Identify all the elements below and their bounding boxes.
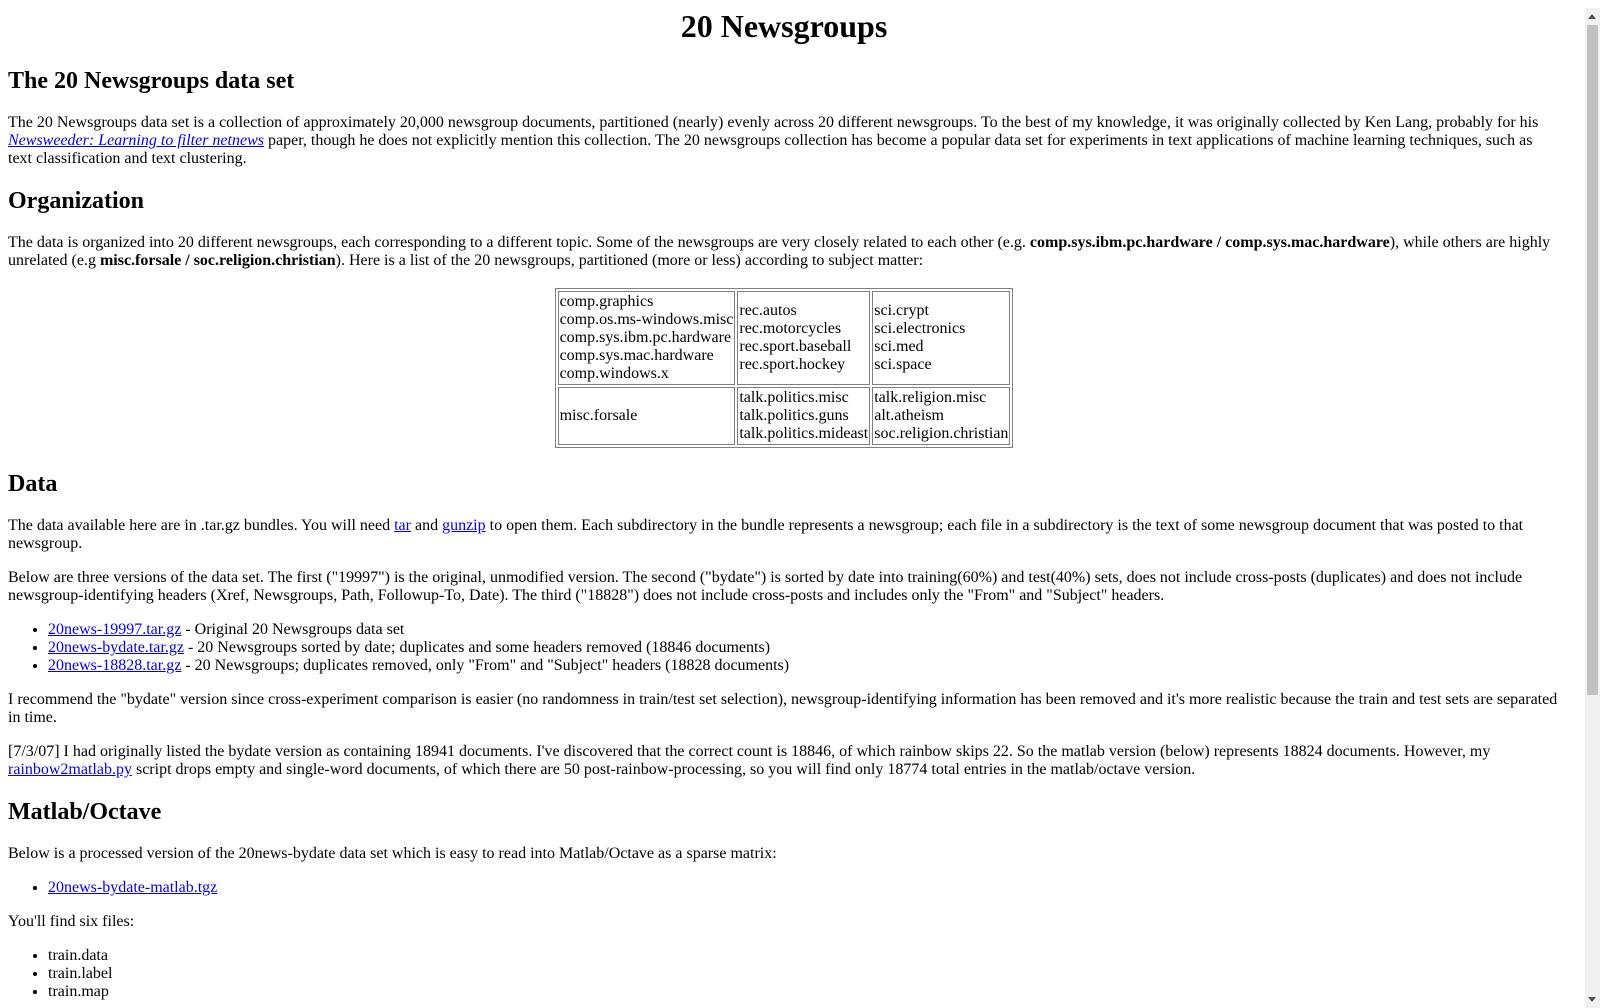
newsgroup-name: comp.sys.ibm.pc.hardware: [559, 329, 732, 346]
newsgroup-name: sci.space: [874, 356, 932, 373]
newsgroup-name: rec.sport.baseball: [739, 338, 852, 355]
list-item: • train.map: [48, 983, 1560, 1001]
rainbow2matlab-link[interactable]: rainbow2matlab.py: [8, 761, 132, 778]
newsgroup-name: soc.religion.christian: [874, 425, 1009, 442]
dataset-intro-paragraph: The 20 Newsgroups data set is a collection of approximately 20,000 newsgroup documents, partitioned (nearly) evenly across 20 different newsgroups. To the best of my knowledge, it was originally collected by Ken Lang, probably for his Newsweeder: Learning to filter netnews paper, though he does not explicitly mention this collection. The 20 newsgroups collection has become a popular data set for experiments in text applications of machine learning techniques, such as text classification and text clustering.: [8, 114, 1539, 167]
newsgroup-name: comp.os.ms-windows.misc: [559, 311, 734, 328]
newsgroup-name: talk.politics.guns: [739, 407, 849, 424]
data-paragraph-recommendation: I recommend the "bydate" version since cross-experiment comparison is easier (no randomness in train/test set selection), newsgroup-identifying information has been removed and it's more realistic because the train and test sets are separated in time.: [8, 691, 1558, 726]
tar-link[interactable]: tar: [394, 517, 411, 534]
matlab-paragraph: Below is a processed version of the 20news-bydate data set which is easy to read into Matlab/Octave as a sparse matrix:: [8, 845, 777, 862]
table-cell-sci: [872, 291, 1010, 385]
data-paragraph-update: [7/3/07] I had originally listed the bydate version as containing 18941 documents. I've discovered that the correct count is 18846, of which rainbow skips 22. So the matlab version (below) represents 18824 documents. However, my rainbow2matlab.py script drops empty and single-word documents, of which there are 50 post-rainbow-processing, so you will find only 18774 total entries in the matlab/octave version.: [8, 743, 1491, 778]
page-title: 20 Newsgroups: [680, 8, 888, 44]
table-row: [558, 291, 1011, 385]
section-heading-dataset: The 20 Newsgroups data set: [8, 68, 295, 94]
list-item: • 20news-19997.tar.gz - Original 20 Newsgroups data set: [48, 621, 1560, 639]
list-item: • 20news-bydate.tar.gz - 20 Newsgroups sorted by date; duplicates and some headers removed (18846 documents): [48, 639, 1560, 657]
table-cell-comp: [558, 291, 736, 385]
table-row: [558, 387, 1011, 445]
newsgroups-table: [555, 288, 1014, 448]
newsgroup-name: sci.electronics: [874, 320, 966, 337]
newsgroup-name: sci.crypt: [874, 302, 929, 319]
newsweeder-paper-link[interactable]: Newsweeder: Learning to filter netnews: [8, 132, 264, 149]
vertical-scrollbar[interactable]: [1585, 8, 1600, 1008]
list-item: • train.label: [48, 965, 1560, 983]
matlab-download-list: [8, 879, 1560, 897]
newsgroup-name: sci.med: [874, 338, 924, 355]
files-intro: You'll find six files:: [8, 913, 135, 930]
newsgroup-name: comp.sys.mac.hardware: [559, 347, 714, 364]
downloads-list: [8, 621, 1560, 675]
files-list: [8, 947, 1560, 1001]
list-item: • train.data: [48, 947, 1560, 965]
organization-paragraph: The data is organized into 20 different newsgroups, each corresponding to a different topic. Some of the newsgroups are very closely related to each other (e.g. comp.sys.ibm.pc.hardware / comp.sys.mac.hardware), while others are highly unrelated (e.g misc.forsale / soc.religion.christian). Here is a list of the 20 newsgroups, partitioned (more or less) according to subject matter:: [8, 234, 1551, 269]
newsgroup-name: comp.windows.x: [559, 365, 669, 382]
newsgroup-name: talk.politics.mideast: [739, 425, 869, 442]
list-item: • 20news-18828.tar.gz - 20 Newsgroups; duplicates removed, only "From" and "Subject" headers (18828 documents): [48, 657, 1560, 675]
scrollbar-thumb[interactable]: [1587, 25, 1598, 695]
data-paragraph-versions: Below are three versions of the data set. The first ("19997") is the original, unmodified version. The second ("bydate") is sorted by date into training(60%) and test(40%) sets, does not include cross-posts (duplicates) and does not include newsgroup-identifying headers (Xref, Newsgroups, Path, Followup-To, Date). The third ("18828") does not include cross-posts and includes only the "From" and "Subject" headers.: [8, 569, 1523, 604]
newsgroup-name: rec.motorcycles: [739, 320, 842, 337]
download-matlab-link[interactable]: 20news-bydate-matlab.tgz: [48, 879, 218, 896]
download-bydate-link[interactable]: 20news-bydate.tar.gz: [48, 639, 184, 656]
list-item: [48, 879, 1560, 897]
page-content: [0, 8, 1568, 1001]
download-18828-link[interactable]: 20news-18828.tar.gz: [48, 657, 182, 674]
table-cell-religion: [872, 387, 1010, 445]
newsgroup-name: talk.politics.misc: [739, 389, 849, 406]
scroll-up-arrow-icon[interactable]: [1588, 14, 1596, 19]
newsgroups-table-wrapper: [8, 288, 1560, 448]
section-heading-data: Data: [8, 471, 58, 497]
newsgroup-name: comp.graphics: [559, 293, 654, 310]
table-cell-talk-politics: [737, 387, 870, 445]
section-heading-organization: Organization: [8, 188, 144, 214]
gunzip-link[interactable]: gunzip: [442, 517, 486, 534]
newsgroup-name: rec.sport.hockey: [739, 356, 846, 373]
data-paragraph-tools: The data available here are in .tar.gz bundles. You will need tar and gunzip to open them. Each subdirectory in the bundle represents a newsgroup; each file in a subdirectory is the text of some newsgroup document that was posted to that newsgroup.: [8, 517, 1524, 552]
download-19997-link[interactable]: 20news-19997.tar.gz: [48, 621, 182, 638]
newsgroup-name: rec.autos: [739, 302, 797, 319]
table-cell-misc: [558, 387, 736, 445]
section-heading-matlab: Matlab/Octave: [8, 799, 162, 825]
newsgroup-name: talk.religion.misc: [874, 389, 987, 406]
newsgroup-name: alt.atheism: [874, 407, 944, 424]
newsgroup-name: misc.forsale: [559, 407, 638, 424]
table-cell-rec: [737, 291, 870, 385]
